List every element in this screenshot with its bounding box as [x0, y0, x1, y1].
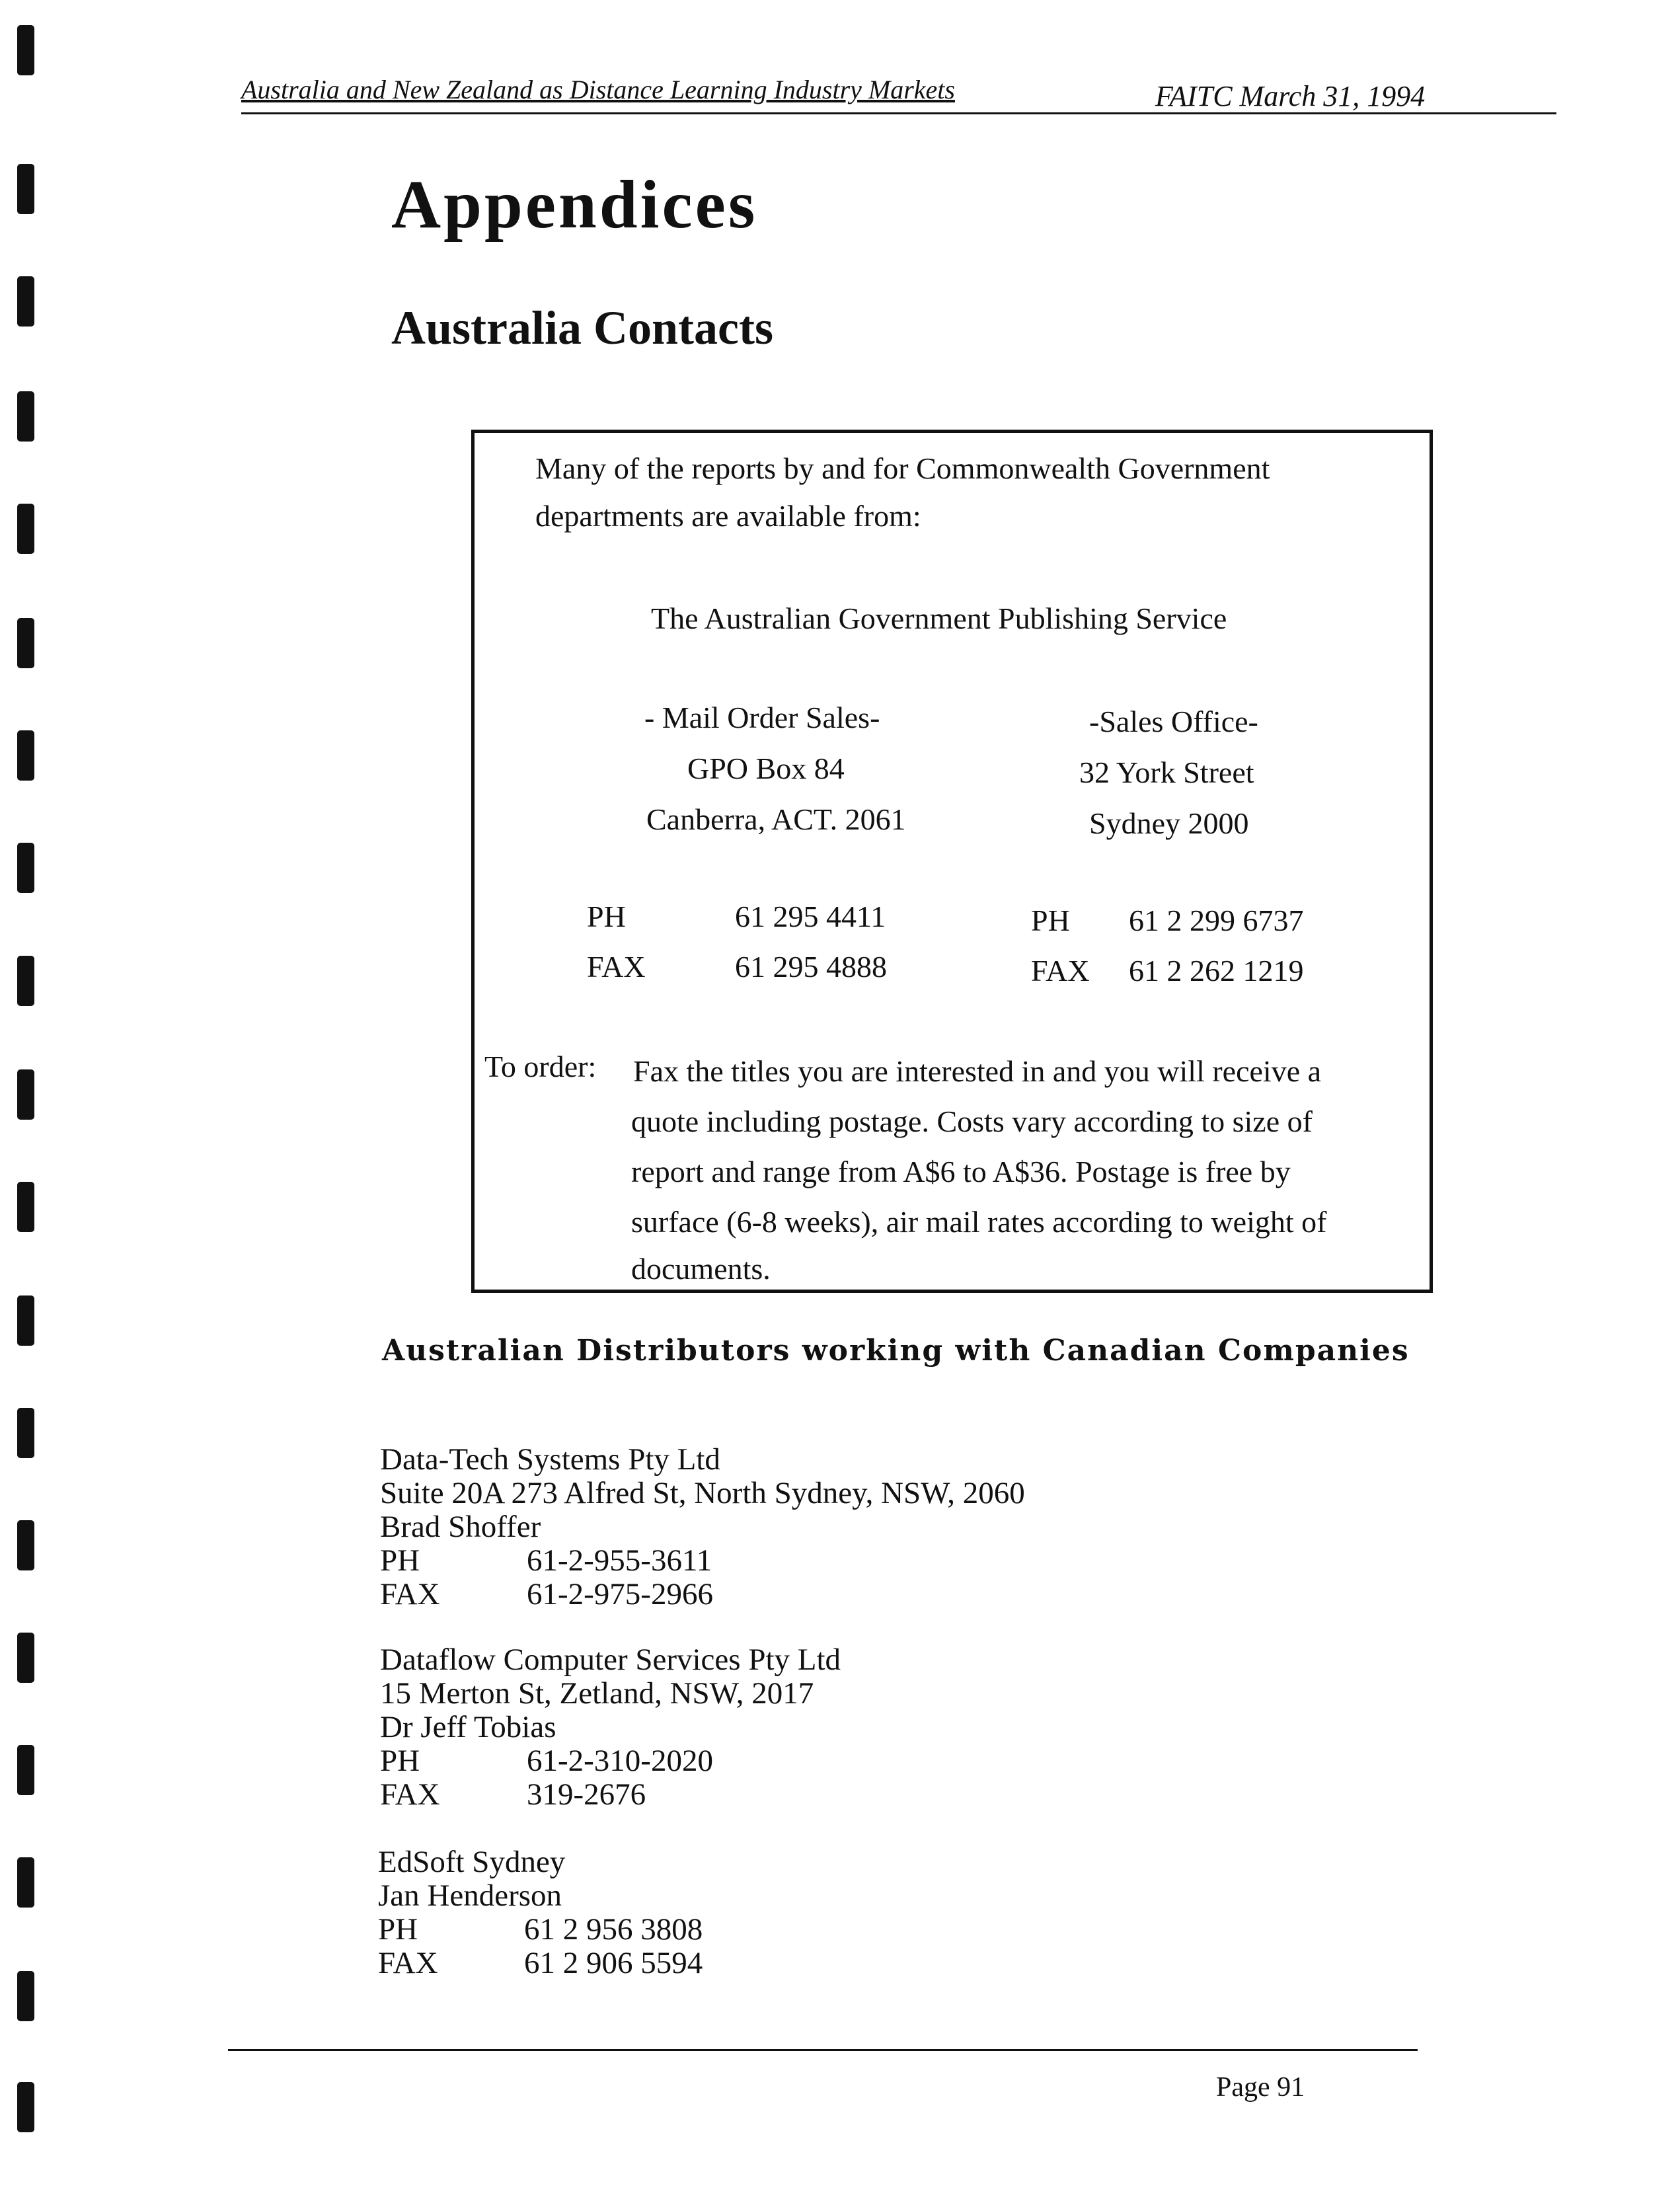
footer-rule	[228, 2049, 1418, 2051]
distributor-fax-label: FAX	[380, 1777, 440, 1812]
distributor-fax: 61-2-975-2966	[527, 1577, 713, 1611]
distributor-fax: 61 2 906 5594	[524, 1946, 703, 1980]
distributors-title: Australian Distributors working with Canadian Companies	[382, 1334, 1410, 1368]
binder-hole	[17, 1182, 34, 1232]
distributor-fax: 319-2676	[527, 1777, 646, 1812]
binder-hole	[17, 1857, 34, 1908]
header-rule	[241, 112, 1556, 114]
header-date: FAITC March 31, 1994	[1155, 80, 1426, 112]
service-name: The Australian Government Publishing Service	[651, 601, 1227, 635]
mail-order-line1: GPO Box 84	[687, 752, 845, 785]
mail-ph: 61 295 4411	[735, 900, 886, 933]
sales-office-line1: 32 York Street	[1079, 755, 1254, 789]
distributor-contact: Jan Henderson	[378, 1878, 562, 1913]
binder-hole	[17, 1408, 34, 1458]
distributor-ph: 61 2 956 3808	[524, 1912, 703, 1947]
binder-hole	[17, 1971, 34, 2021]
order-line: quote including postage. Costs vary according to size of	[631, 1104, 1313, 1138]
sales-fax: 61 2 262 1219	[1129, 954, 1304, 987]
binder-hole	[17, 730, 34, 781]
distributor-address: 15 Merton St, Zetland, NSW, 2017	[380, 1676, 814, 1711]
page-title: Appendices	[391, 167, 758, 243]
binder-hole	[17, 25, 34, 75]
binder-hole	[17, 1069, 34, 1120]
binder-hole	[17, 391, 34, 442]
binder-hole	[17, 956, 34, 1006]
distributor-name: Data-Tech Systems Pty Ltd	[380, 1442, 720, 1477]
binder-hole	[17, 504, 34, 554]
mail-order-label: - Mail Order Sales-	[644, 701, 880, 734]
box-intro-line1: Many of the reports by and for Commonwealth Government	[535, 451, 1270, 485]
binder-hole	[17, 618, 34, 668]
box-intro-line2: departments are available from:	[535, 499, 921, 533]
order-label: To order:	[484, 1050, 597, 1083]
distributor-name: Dataflow Computer Services Pty Ltd	[380, 1643, 841, 1677]
order-line: surface (6-8 weeks), air mail rates according to weight of	[631, 1205, 1327, 1239]
sales-office-line2: Sydney 2000	[1089, 806, 1249, 840]
distributor-name: EdSoft Sydney	[378, 1845, 566, 1879]
sales-fax-label: FAX	[1031, 954, 1090, 987]
section-title: Australia Contacts	[391, 301, 773, 354]
page-number: Page 91	[1216, 2072, 1305, 2103]
distributor-address: Suite 20A 273 Alfred St, North Sydney, NSW, 2060	[380, 1476, 1025, 1510]
sales-ph-label: PH	[1031, 904, 1070, 937]
order-line: documents.	[631, 1252, 771, 1286]
distributor-ph: 61-2-310-2020	[527, 1744, 713, 1778]
distributor-fax-label: FAX	[380, 1577, 440, 1611]
distributor-fax-label: FAX	[378, 1946, 438, 1980]
distributor-contact: Brad Shoffer	[380, 1510, 541, 1544]
mail-order-line2: Canberra, ACT. 2061	[646, 802, 906, 836]
header-title: Australia and New Zealand as Distance Learning Industry Markets	[241, 75, 955, 104]
order-line: Fax the titles you are interested in and you will receive a	[633, 1054, 1322, 1088]
sales-ph: 61 2 299 6737	[1129, 904, 1304, 937]
order-line: report and range from A$6 to A$36. Postage is free by	[631, 1155, 1291, 1188]
sales-office-label: -Sales Office-	[1089, 705, 1258, 738]
binder-hole	[17, 1295, 34, 1346]
distributor-ph-label: PH	[380, 1543, 420, 1578]
distributor-contact: Dr Jeff Tobias	[380, 1710, 556, 1744]
distributor-ph: 61-2-955-3611	[527, 1543, 712, 1578]
mail-fax: 61 295 4888	[735, 950, 887, 984]
mail-ph-label: PH	[587, 900, 626, 933]
binder-hole	[17, 164, 34, 214]
binder-hole	[17, 1745, 34, 1795]
distributor-ph-label: PH	[380, 1744, 420, 1778]
binder-hole	[17, 276, 34, 327]
binder-hole	[17, 2082, 34, 2132]
binder-hole	[17, 843, 34, 893]
mail-fax-label: FAX	[587, 950, 646, 984]
binder-hole	[17, 1633, 34, 1683]
binder-hole	[17, 1520, 34, 1570]
distributor-ph-label: PH	[378, 1912, 418, 1947]
